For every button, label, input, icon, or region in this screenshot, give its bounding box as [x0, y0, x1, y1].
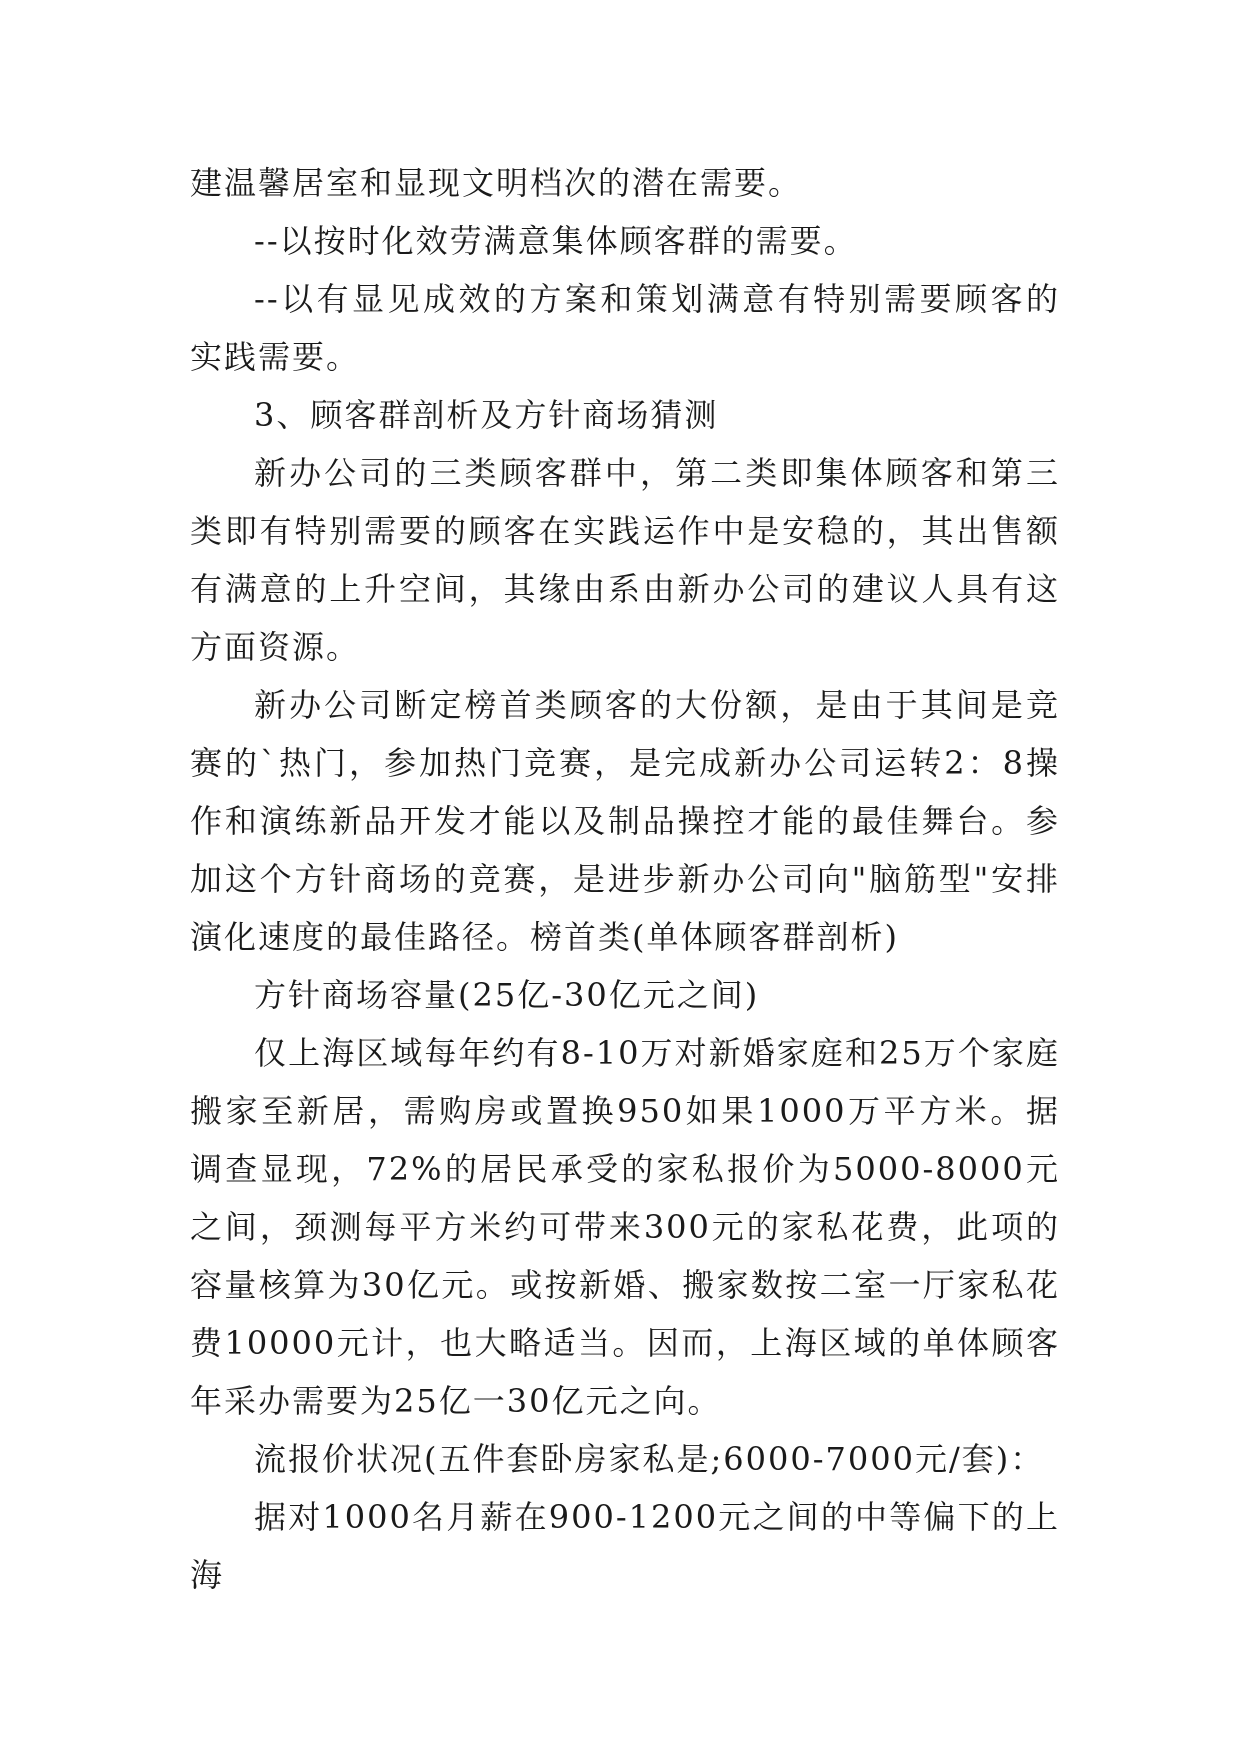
paragraph-9: 流报价状况(五件套卧房家私是;6000-7000元/套)：	[254, 1440, 1045, 1478]
section-heading: 3、顾客群剖析及方针商场猜测	[254, 396, 719, 434]
paragraph-10: 据对1000名月薪在900-1200元之间的中等偏下的上海	[190, 1498, 1060, 1594]
paragraph-8: 仅上海区域每年约有8-10万对新婚家庭和25万个家庭搬家至新居，需购房或置换950如果1000万平方米。据调查显现，72%的居民承受的家私报价为5000-8000元之间，颈测每平方米约可带来300元的家私花费，此项的容量核算为30亿元。或按新婚、搬家数按二室一厅家私花费10000元计，也大略适当。因而，上海区域的单体顾客年采办需要为25亿一30亿元之向。	[190, 1034, 1060, 1420]
paragraph-6: 新办公司断定榜首类顾客的大份额，是由于其间是竞赛的`热门，参加热门竞赛，是完成新办公司运转2：8操作和演练新品开发才能以及制品操控才能的最佳舞台。参加这个方针商场的竞赛，是进步新办公司向"脑筋型"安排演化速度的最佳路径。榜首类(单体顾客群剖析)	[190, 686, 1060, 956]
paragraph-5: 新办公司的三类顾客群中，第二类即集体顾客和第三类即有特别需要的顾客在实践运作中是安稳的，其出售额有满意的上升空间，其缘由系由新办公司的建议人具有这方面资源。	[190, 454, 1060, 666]
paragraph-1: 建温馨居室和显现文明档次的潜在需要。	[190, 164, 803, 202]
paragraph-7: 方针商场容量(25亿-30亿元之间)	[254, 976, 760, 1014]
body-text	[190, 154, 1060, 1604]
paragraph-2: --以按时化效劳满意集体顾客群的需要。	[254, 222, 858, 260]
paragraph-3: --以有显见成效的方案和策划满意有特别需要顾客的实践需要。	[190, 280, 1060, 376]
